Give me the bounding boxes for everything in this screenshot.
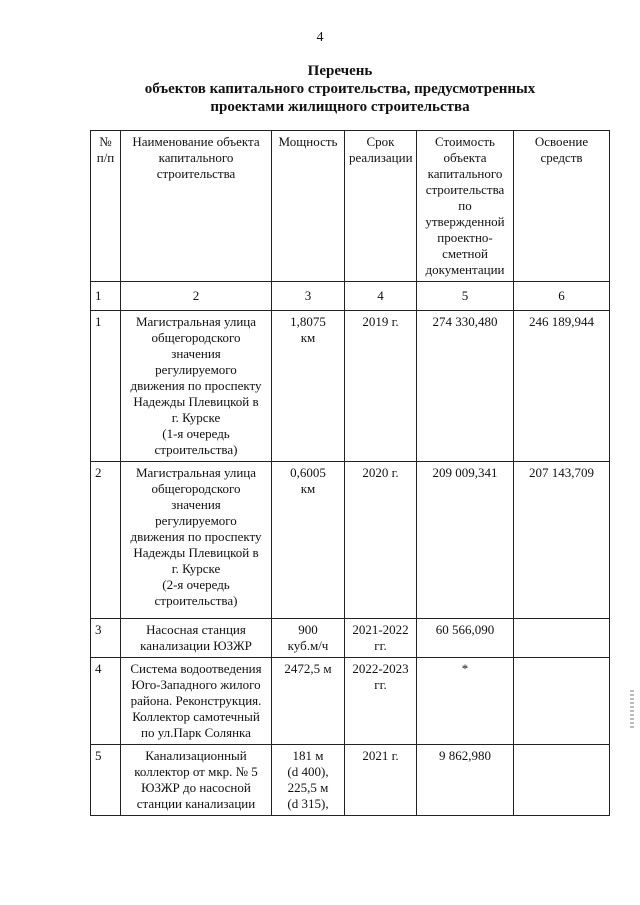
object-name: Канализационный коллектор от мкр. № 5 ЮЗЖР до насосной станции канализации <box>121 745 272 816</box>
table-row <box>91 745 610 816</box>
table-row <box>91 462 610 619</box>
table-header-row <box>91 131 610 282</box>
scan-margin-mark <box>630 690 634 730</box>
object-cost: 60 566,090 <box>417 619 514 658</box>
object-term: 2021 г. <box>345 745 417 816</box>
column-number: 5 <box>417 282 514 311</box>
header-term: Срок реализации <box>345 131 417 282</box>
object-spent <box>514 658 610 745</box>
object-term: 2022-2023 гг. <box>345 658 417 745</box>
object-cost: 209 009,341 <box>417 462 514 619</box>
header-capacity: Мощность <box>272 131 345 282</box>
row-number: 4 <box>91 658 121 745</box>
column-number: 2 <box>121 282 272 311</box>
object-capacity: 1,8075 км <box>272 311 345 462</box>
object-spent <box>514 619 610 658</box>
row-number: 5 <box>91 745 121 816</box>
header-cost: Стоимость объекта капитального строительства по утвержденной проектно- сметной документации <box>417 131 514 282</box>
object-name: Магистральная улица общегородского значения регулируемого движения по проспекту Надежды Плевицкой в г. Курске (1-я очередь строительства) <box>121 311 272 462</box>
header-name: Наименование объекта капитального строительства <box>121 131 272 282</box>
row-number: 3 <box>91 619 121 658</box>
capital-objects-table <box>90 130 610 816</box>
object-name: Система водоотведения Юго-Западного жилого района. Реконструкция. Коллектор самотечный по ул.Парк Солянка <box>121 658 272 745</box>
column-number: 1 <box>91 282 121 311</box>
row-number: 2 <box>91 462 121 619</box>
object-term: 2021-2022 гг. <box>345 619 417 658</box>
object-capacity: 181 м (d 400), 225,5 м (d 315), <box>272 745 345 816</box>
table-row <box>91 311 610 462</box>
object-term: 2020 г. <box>345 462 417 619</box>
object-capacity: 2472,5 м <box>272 658 345 745</box>
title-line-3: проектами жилищного строительства <box>210 99 470 115</box>
object-term: 2019 г. <box>345 311 417 462</box>
object-spent: 246 189,944 <box>514 311 610 462</box>
object-cost: * <box>417 658 514 745</box>
page-number: 4 <box>316 30 324 45</box>
column-number: 3 <box>272 282 345 311</box>
object-cost: 274 330,480 <box>417 311 514 462</box>
object-spent <box>514 745 610 816</box>
object-name: Насосная станция канализации ЮЗЖР <box>121 619 272 658</box>
row-number: 1 <box>91 311 121 462</box>
document-title <box>60 62 620 116</box>
title-line-1: Перечень <box>307 63 373 79</box>
object-capacity: 900 куб.м/ч <box>272 619 345 658</box>
header-spent: Освоение средств <box>514 131 610 282</box>
column-number-row <box>91 282 610 311</box>
column-number: 4 <box>345 282 417 311</box>
object-name: Магистральная улица общегородского значения регулируемого движения по проспекту Надежды Плевицкой в г. Курске (2-я очередь строительства) <box>121 462 272 619</box>
table-row <box>91 658 610 745</box>
object-capacity: 0,6005 км <box>272 462 345 619</box>
header-number: № п/п <box>91 131 121 282</box>
object-cost: 9 862,980 <box>417 745 514 816</box>
object-spent: 207 143,709 <box>514 462 610 619</box>
column-number: 6 <box>514 282 610 311</box>
title-line-2: объектов капитального строительства, предусмотренных <box>144 81 536 97</box>
table-row <box>91 619 610 658</box>
